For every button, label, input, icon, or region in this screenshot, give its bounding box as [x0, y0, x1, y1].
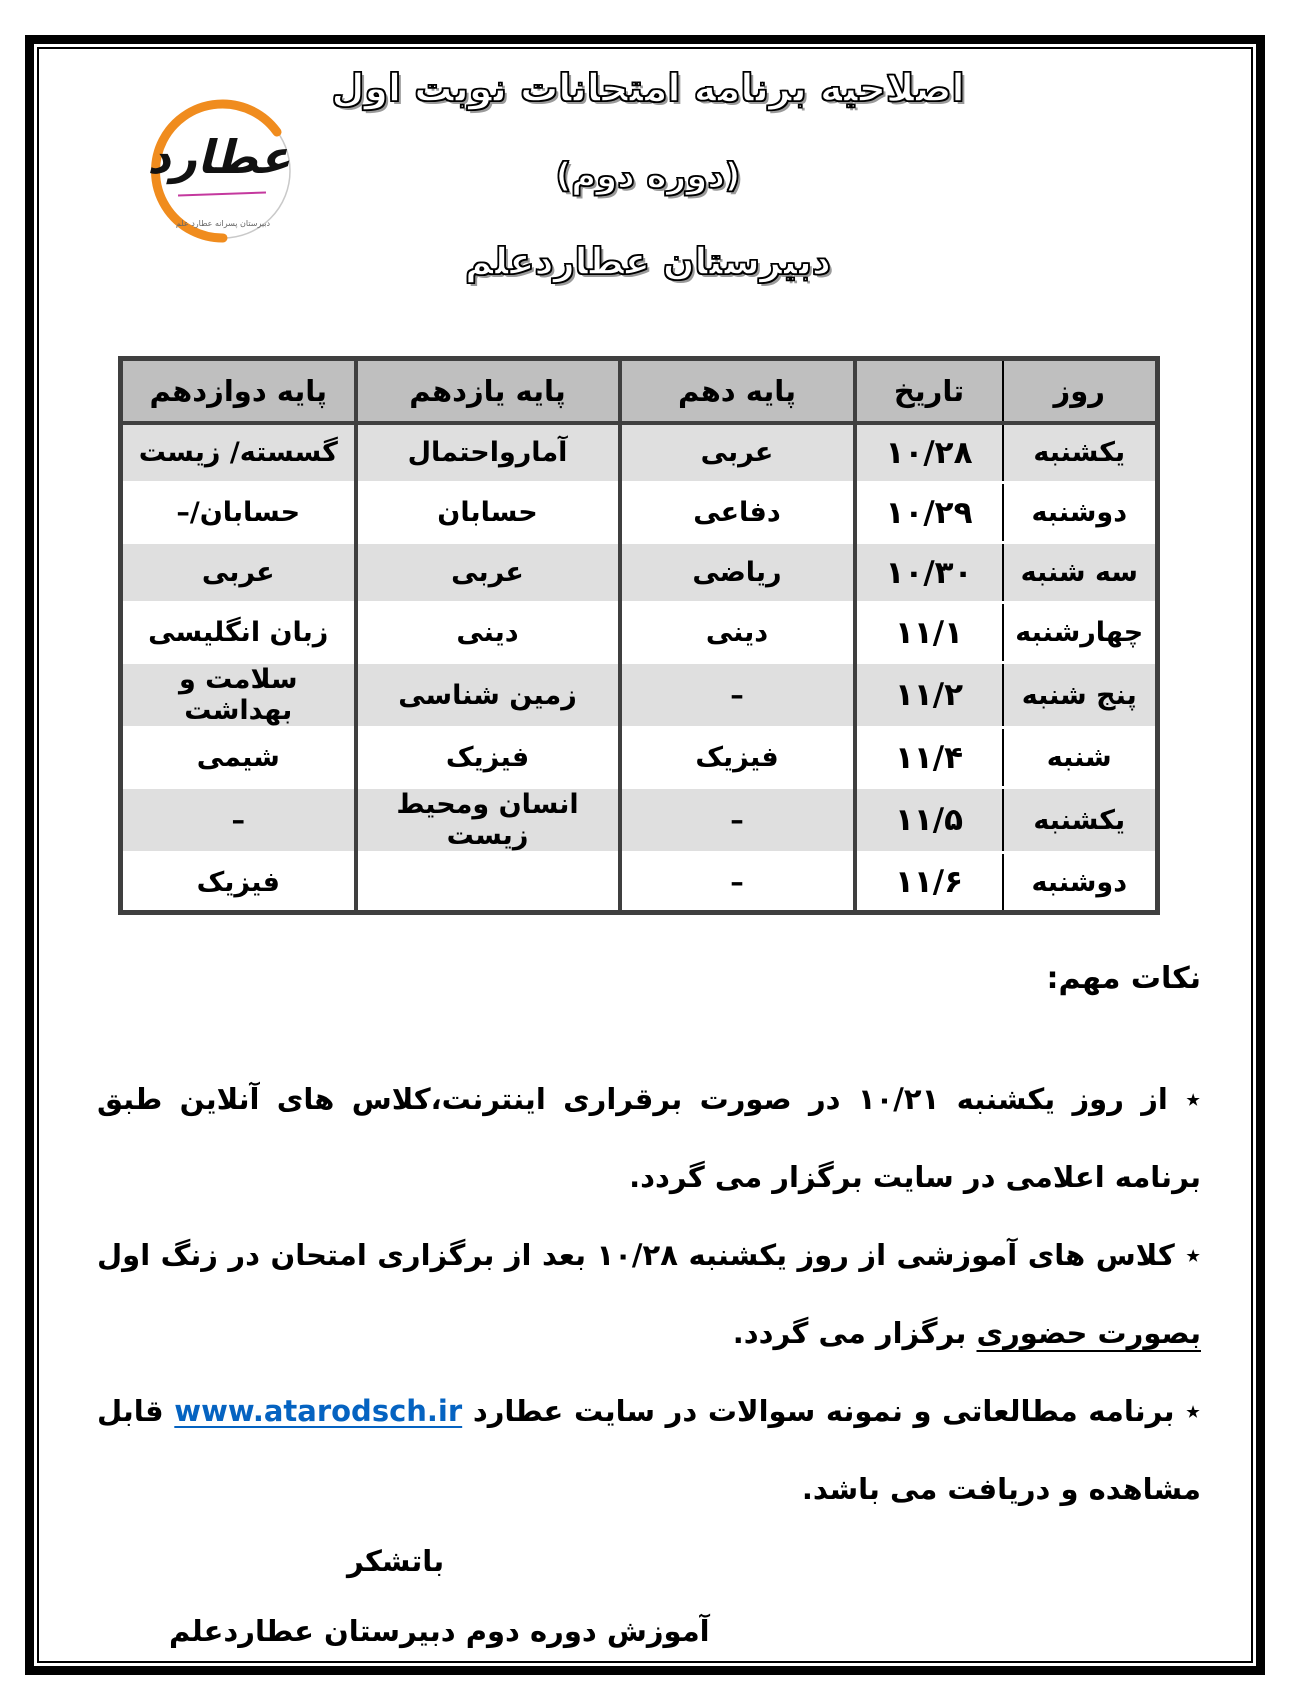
- subject-cell: گسسته/ زیست: [121, 423, 356, 483]
- subject-cell: زبان انگلیسی: [121, 603, 356, 663]
- exam-schedule-table: [118, 356, 1160, 915]
- table-row: [121, 788, 1158, 853]
- date-cell: ۱۰/۲۹: [855, 483, 1003, 543]
- table-row: [121, 853, 1158, 913]
- logo-subtext: دبیرستان پسرانه عطارد علم: [175, 219, 271, 228]
- table-row: [121, 603, 1158, 663]
- date-cell: ۱۰/۳۰: [855, 543, 1003, 603]
- signature-thanks: باتشکر: [347, 1544, 445, 1578]
- note-text: ٭ کلاس های آموزشی از روز یکشنبه ۱۰/۲۸ بعد از برگزاری امتحان در زنگ اول: [97, 1238, 1201, 1272]
- date-cell: ۱۰/۲۸: [855, 423, 1003, 483]
- table-row: [121, 663, 1158, 728]
- day-cell: دوشنبه: [1003, 853, 1158, 913]
- subject-cell: زمین شناسی: [356, 663, 620, 728]
- page-title: اصلاحیه برنامه امتحانات نوبت اول: [331, 66, 965, 110]
- subject-cell: شیمی: [121, 728, 356, 788]
- note-text: ٭ از روز یکشنبه ۱۰/۲۱ در صورت برقراری اینترنت،کلاس های آنلاین طبق برنامه اعلامی در سایت برگزار می گردد.: [97, 1082, 1202, 1194]
- subject-cell: حسابان: [356, 483, 620, 543]
- subject-cell: –: [620, 663, 855, 728]
- website-link[interactable]: www.atarodsch.ir: [174, 1394, 463, 1428]
- day-cell: دوشنبه: [1003, 483, 1158, 543]
- subject-cell: [356, 853, 620, 913]
- subject-cell: فیزیک: [121, 853, 356, 913]
- note-item-1: [97, 1060, 1201, 1216]
- subject-cell: سلامت و بهداشت: [121, 663, 356, 728]
- column-header-date: تاریخ: [855, 359, 1003, 423]
- table-row: [121, 728, 1158, 788]
- subject-cell: –: [620, 788, 855, 853]
- date-cell: ۱۱/۲: [855, 663, 1003, 728]
- column-header-grade10: پایه دهم: [620, 359, 855, 423]
- table-row: [121, 483, 1158, 543]
- notes-section: [97, 958, 1201, 1648]
- day-cell: پنج شنبه: [1003, 663, 1158, 728]
- underlined-phrase: بصورت حضوری: [976, 1316, 1201, 1350]
- day-cell: سه شنبه: [1003, 543, 1158, 603]
- day-cell: چهارشنبه: [1003, 603, 1158, 663]
- date-cell: ۱۱/۴: [855, 728, 1003, 788]
- day-cell: شنبه: [1003, 728, 1158, 788]
- subject-cell: حسابان/–: [121, 483, 356, 543]
- column-header-day: روز: [1003, 359, 1158, 423]
- subject-cell: دینی: [620, 603, 855, 663]
- logo-wordmark: عطارد: [144, 130, 302, 184]
- notes-heading: نکات مهم:: [1046, 961, 1201, 996]
- date-cell: ۱۱/۵: [855, 788, 1003, 853]
- date-cell: ۱۱/۱: [855, 603, 1003, 663]
- note-text: قابل مشاهده و دریافت می باشد.: [97, 1394, 1201, 1506]
- subject-cell: آمارواحتمال: [356, 423, 620, 483]
- subject-cell: دفاعی: [620, 483, 855, 543]
- table-row: [121, 543, 1158, 603]
- subject-cell: ریاضی: [620, 543, 855, 603]
- table-row: [121, 423, 1158, 483]
- school-name-title: دبیرستان عطاردعلم: [465, 240, 831, 283]
- signature-department: آموزش دوره دوم دبیرستان عطاردعلم: [169, 1614, 710, 1648]
- subject-cell: فیزیک: [356, 728, 620, 788]
- day-cell: یکشنبه: [1003, 423, 1158, 483]
- column-header-grade11: پایه یازدهم: [356, 359, 620, 423]
- subject-cell: عربی: [121, 543, 356, 603]
- subject-cell: عربی: [356, 543, 620, 603]
- note-item-3: [97, 1372, 1201, 1528]
- note-text: برگزار می گردد.: [732, 1316, 977, 1350]
- note-text: ٭ برنامه مطالعاتی و نمونه سوالات در سایت عطارد: [462, 1394, 1201, 1428]
- subject-cell: دینی: [356, 603, 620, 663]
- subject-cell: فیزیک: [620, 728, 855, 788]
- day-cell: یکشنبه: [1003, 788, 1158, 853]
- column-header-grade12: پایه دوازدهم: [121, 359, 356, 423]
- table-header-row: [121, 359, 1158, 423]
- subject-cell: انسان ومحیط زیست: [356, 788, 620, 853]
- note-item-2: [97, 1216, 1201, 1372]
- subject-cell: –: [620, 853, 855, 913]
- date-cell: ۱۱/۶: [855, 853, 1003, 913]
- page-subtitle: (دوره دوم): [555, 156, 741, 196]
- subject-cell: عربی: [620, 423, 855, 483]
- subject-cell: –: [121, 788, 356, 853]
